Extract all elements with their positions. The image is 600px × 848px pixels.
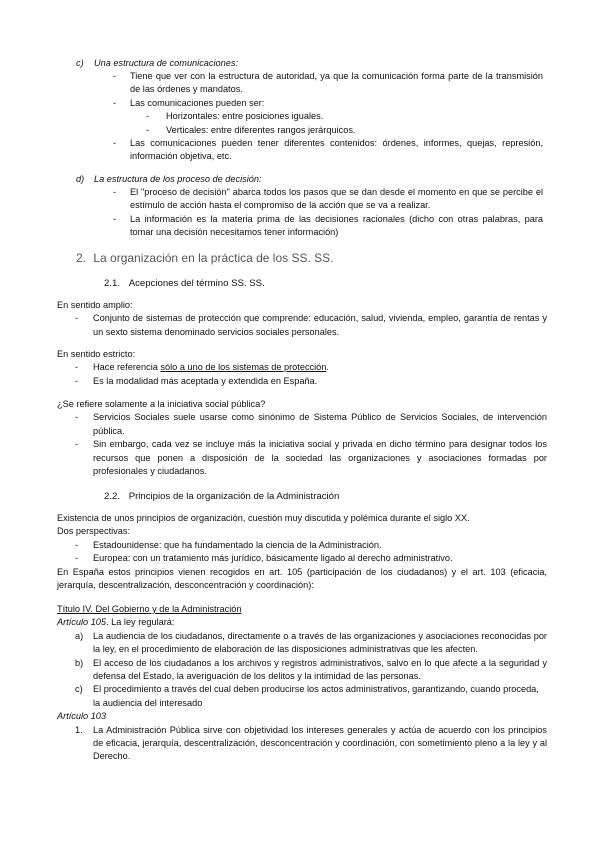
article-label: Artículo 105 [57, 617, 107, 628]
dash-bullet: - [113, 71, 117, 81]
heading-2-2 [104, 490, 544, 503]
dash-bullet: - [113, 213, 117, 224]
list-marker: b) [75, 657, 84, 668]
list-item [75, 724, 547, 764]
dash-bullet: - [75, 375, 79, 386]
list-item [75, 657, 547, 684]
text-part: . [326, 362, 329, 373]
art103-label: Artículo 103 [57, 711, 107, 722]
amplio-label: En sentido amplio: [57, 300, 133, 310]
dash-bullet: - [75, 412, 79, 423]
list-item-text: Horizontales: entre posiciones iguales. [166, 111, 324, 122]
section-c-title [76, 57, 546, 70]
titulo-heading: Título IV. Del Gobierno y de la Administración [57, 604, 242, 614]
list-item-text: El acceso de los ciudadanos a los archivos y registros administrativos, salvo en lo que afecte a la seguridad y defensa del Estado, la averiguación de los delitos y la intimidad de las personas. [93, 657, 547, 682]
principios-intro: Existencia de unos principios de organización, cuestión muy discutida y polémica durante el siglo XX. [57, 513, 470, 523]
list-item-text: La información es la materia prima de las decisiones racionales (dicho con otras palabras, para tomar una decisión necesitamos tener información) [130, 213, 543, 238]
list-item [75, 411, 547, 438]
heading-number: 2.2. [104, 491, 121, 502]
list-item [75, 375, 547, 388]
dash-bullet: - [75, 439, 79, 450]
dash-bullet: - [146, 111, 150, 122]
dash-bullet: - [75, 313, 79, 324]
heading-number: 2.1. [104, 278, 121, 289]
section-d-title [76, 173, 546, 186]
list-item-text [75, 361, 547, 374]
list-item [75, 361, 547, 374]
section-c [76, 57, 546, 70]
list-item [113, 70, 543, 97]
list-item [75, 683, 547, 710]
dash-bullet: - [75, 553, 79, 564]
heading-2-1 [104, 277, 544, 290]
list-marker: a) [75, 630, 84, 641]
principios-block [57, 512, 547, 592]
list-marker: c) [75, 684, 83, 695]
list-item [75, 438, 547, 478]
list-item [75, 552, 547, 565]
section-d [76, 173, 546, 186]
privada-label: ¿Se refiere solamente a la iniciativa social pública? [57, 399, 266, 409]
list-item-text: Conjunto de sistemas de protección que comprende: educación, salud, vivienda, empleo, garantía de rentas y un sexto sistema denominado servicios sociales personales. [93, 313, 547, 337]
dash-bullet: - [75, 539, 79, 550]
list-item-text: La audiencia de los ciudadanos, directamente o a través de las organizaciones y asociaciones reconocidas por la ley, en el procedimiento de elaboración de las disposiciones administrativas que les afecten. [93, 630, 547, 655]
text-part: Hace referencia [93, 362, 161, 373]
sub-list-item [146, 110, 543, 123]
amplio-block [57, 299, 547, 339]
article-intro-text: . La ley regulará: [106, 617, 175, 628]
list-marker: d) [76, 174, 85, 184]
estricto-block [57, 348, 547, 388]
list-item [75, 539, 547, 552]
section-d-list [113, 186, 543, 240]
list-item-text: Europea: con un tratamiento más jurídico, básicamente ligado al derecho administrativo. [93, 553, 453, 564]
section-title: Una estructura de comunicaciones: [94, 58, 239, 68]
list-item-text: Tiene que ver con la estructura de autoridad, ya que la comunicación forma parte de la transmisión de las órdenes y mandatos. [130, 71, 543, 95]
estricto-label: En sentido estricto: [57, 349, 136, 359]
list-item [75, 312, 547, 339]
list-item [75, 630, 547, 657]
list-item [113, 137, 543, 164]
dash-bullet: - [113, 97, 117, 108]
section-title: La estructura de los proceso de decisión: [94, 174, 262, 184]
list-item-text: El procedimiento a través del cual deben producirse los actos administrativos, garantizando, cuando proceda, la audiencia del interesado [93, 684, 539, 708]
dash-bullet: - [113, 187, 117, 197]
list-item-text: El "proceso de decisión" abarca todos los pasos que se dan desde el momento en que se percibe el estímulo de acción hasta el compromiso de la acción que se va a realizar. [130, 187, 543, 211]
list-item [113, 213, 543, 240]
list-item-text: Las comunicaciones pueden ser: [130, 97, 265, 108]
list-item-text: Las comunicaciones pueden tener diferentes contenidos: órdenes, informes, quejas, represión, información objetiva, etc. [130, 138, 543, 162]
titulo-block [57, 603, 547, 764]
list-item [113, 186, 543, 213]
sub-list-item [146, 124, 543, 137]
list-marker: c) [76, 58, 84, 68]
heading-text: Acepciones del término SS. SS. [128, 278, 265, 289]
underlined-text: sólo a uno de los sistemas de protección [160, 362, 327, 373]
heading-2 [76, 250, 546, 266]
espana-paragraph: En España estos principios vienen recogidos en art. 105 (participación de los ciudadanos) y el art. 103 (eficacia, jerarquía, descentralización, desconcentración y coordinación): [57, 566, 547, 591]
section-c-list [113, 70, 543, 164]
art105-intro [57, 616, 547, 629]
dash-bullet: - [146, 124, 150, 135]
privada-block [57, 398, 547, 478]
list-item-text: Estadounidense: que ha fundamentado la ciencia de la Administración. [93, 539, 382, 550]
list-item-text: La Administración Pública sirve con objetividad los intereses generales y actúa de acuerdo con los principios de eficacia, jerarquía, descentralización, desconcentración y coordinación, con sometimiento pleno a la ley y al Derecho. [93, 724, 547, 762]
list-item-text: Es la modalidad más aceptada y extendida en España. [93, 375, 318, 386]
perspectivas-label: Dos perspectivas: [57, 526, 131, 537]
heading-text: Principios de la organización de la Administración [128, 491, 340, 502]
list-item-text: Verticales: entre diferentes rangos jerárquicos. [166, 124, 356, 135]
dash-bullet: - [75, 362, 79, 373]
dash-bullet: - [113, 138, 117, 149]
list-item-text: Servicios Sociales suele usarse como sinónimo de Sistema Público de Servicios Sociales, de intervención pública. [93, 412, 547, 436]
list-item-text: Sin embargo, cada vez se incluye más la iniciativa social y privada en dicho término para designar todos los recursos que ponen a disposición de la sociedad las organizaciones y asociaciones formadas por profesionales y ciudadanos. [93, 439, 547, 477]
list-marker: 1. [75, 724, 83, 735]
list-item [113, 97, 543, 110]
heading-number: 2. [76, 251, 87, 265]
heading-text: La organización en la práctica de los SS. SS. [93, 251, 334, 265]
